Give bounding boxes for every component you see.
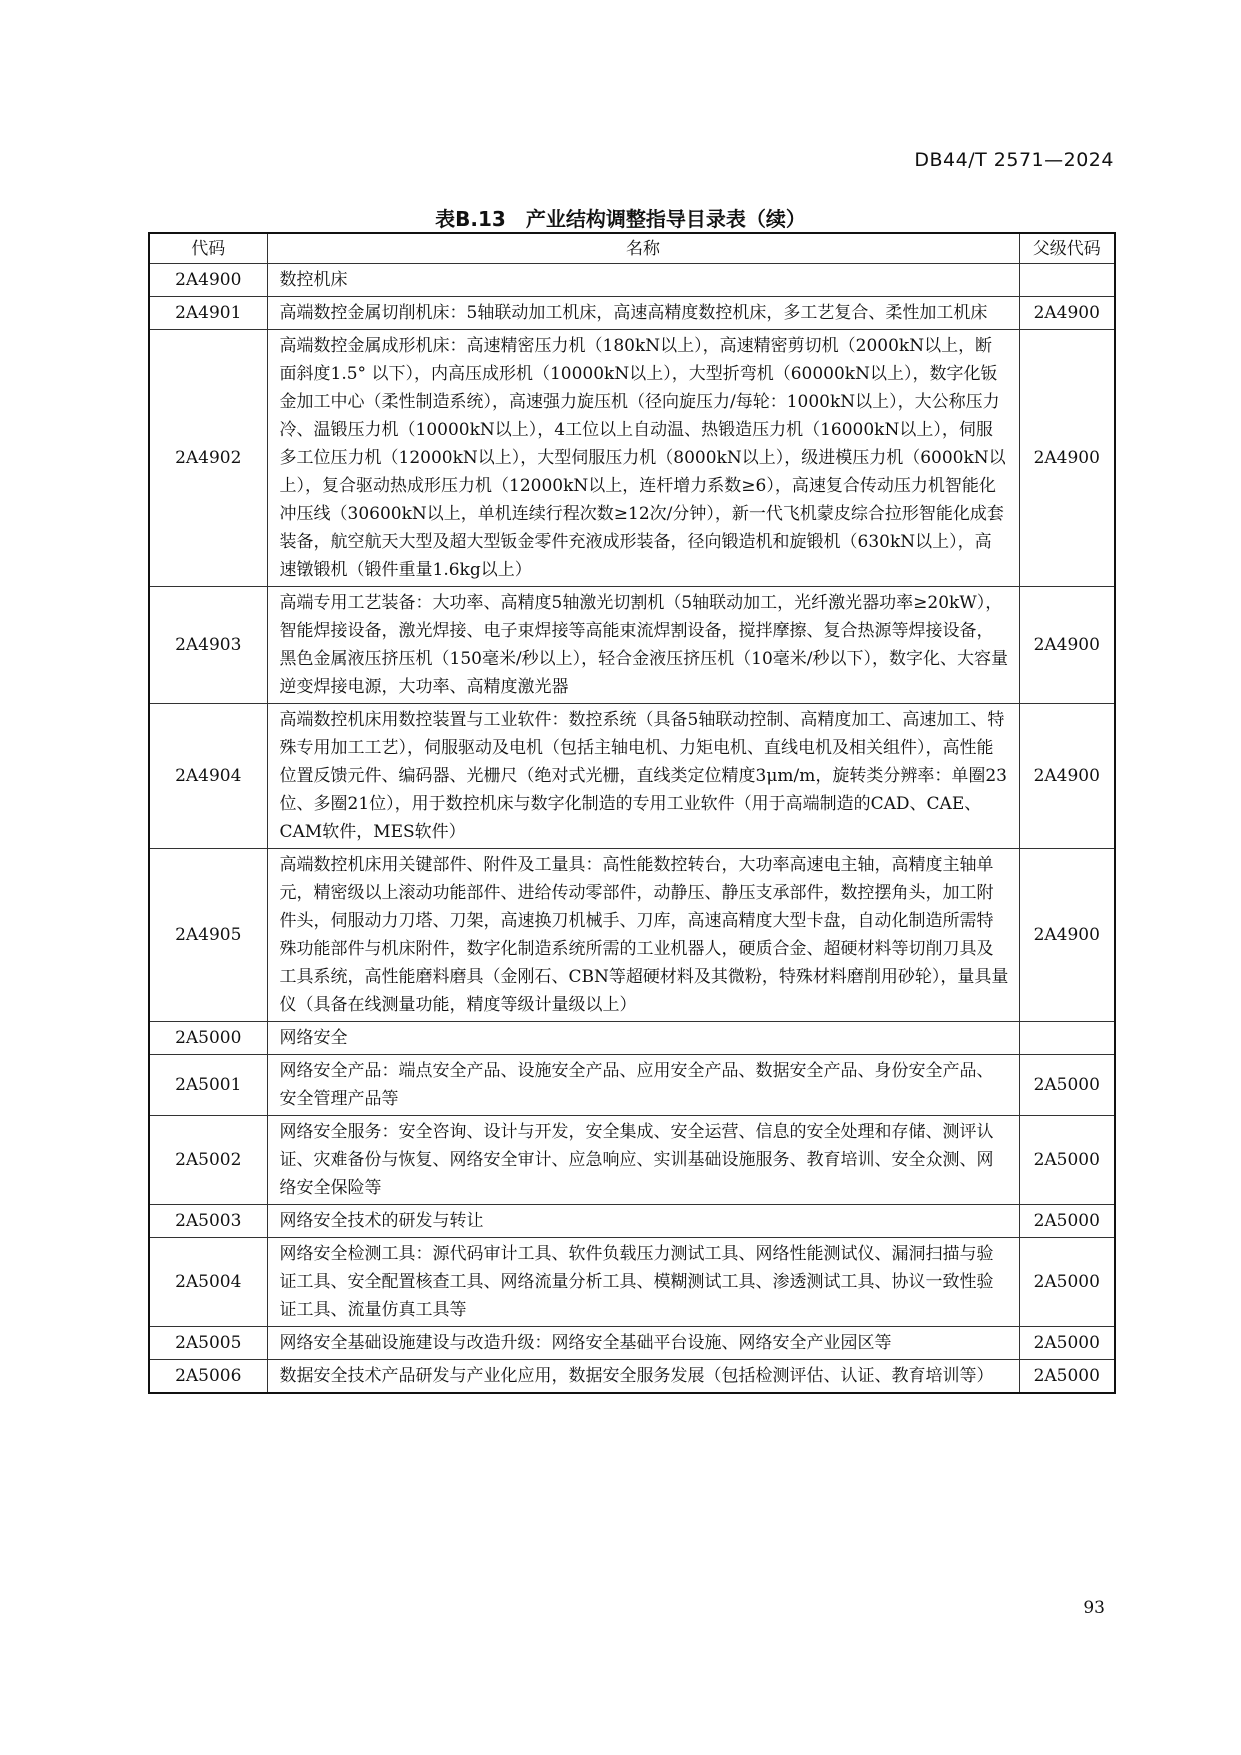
catalog-table [148,232,1116,1394]
row-parent-code: 2A5000 [1019,1055,1115,1116]
table-row [149,849,1115,1022]
table-row [149,1022,1115,1055]
row-parent-code: 2A5000 [1019,1205,1115,1238]
row-code: 2A5000 [149,1022,267,1055]
row-parent-code: 2A5000 [1019,1116,1115,1205]
row-parent-code: 2A5000 [1019,1238,1115,1327]
table-row [149,1327,1115,1360]
table-row [149,1116,1115,1205]
row-code: 2A4902 [149,330,267,587]
column-header-code: 代码 [149,233,267,264]
row-code: 2A4901 [149,297,267,330]
row-name: 网络安全 [267,1022,1019,1055]
document-code: DB44/T 2571—2024 [914,149,1114,171]
row-name: 网络安全服务：安全咨询、设计与开发，安全集成、安全运营、信息的安全处理和存储、测评认证、灾难备份与恢复、网络安全审计、应急响应、实训基础设施服务、教育培训、安全众测、网络安全保险等 [267,1116,1019,1205]
row-code: 2A5005 [149,1327,267,1360]
row-name: 高端数控机床用关键部件、附件及工量具：高性能数控转台，大功率高速电主轴，高精度主轴单元，精密级以上滚动功能部件、进给传动零部件，动静压、静压支承部件，数控摆角头，加工附件头，伺服动力刀塔、刀架，高速换刀机械手、刀库，高速高精度大型卡盘，自动化制造所需特殊功能部件与机床附件，数字化制造系统所需的工业机器人，硬质合金、超硬材料等切削刀具及工具系统，高性能磨料磨具（金刚石、CBN等超硬材料及其微粉，特殊材料磨削用砂轮），量具量仪（具备在线测量功能，精度等级计量级以上） [267,849,1019,1022]
row-parent-code: 2A4900 [1019,849,1115,1022]
table-title: 表B.13 产业结构调整指导目录表（续） [435,207,806,231]
row-code: 2A4904 [149,704,267,849]
row-code: 2A4900 [149,264,267,297]
row-name: 网络安全技术的研发与转让 [267,1205,1019,1238]
row-name: 高端数控机床用数控装置与工业软件：数控系统（具备5轴联动控制、高精度加工、高速加工、特殊专用加工工艺），伺服驱动及电机（包括主轴电机、力矩电机、直线电机及相关组件），高性能位置反馈元件、编码器、光栅尺（绝对式光栅，直线类定位精度3μm/m，旋转类分辨率：单圈23位、多圈21位），用于数控机床与数字化制造的专用工业软件（用于高端制造的CAD、CAE、CAM软件，MES软件） [267,704,1019,849]
row-code: 2A4903 [149,587,267,704]
row-parent-code: 2A5000 [1019,1360,1115,1394]
row-code: 2A5004 [149,1238,267,1327]
column-header-parent-code: 父级代码 [1019,233,1115,264]
table-header-row [149,233,1115,264]
page-number: 93 [1083,1598,1105,1618]
row-parent-code: 2A5000 [1019,1327,1115,1360]
row-code: 2A5006 [149,1360,267,1394]
table-row [149,587,1115,704]
row-code: 2A5001 [149,1055,267,1116]
row-name: 网络安全检测工具：源代码审计工具、软件负载压力测试工具、网络性能测试仪、漏洞扫描与验证工具、安全配置核查工具、网络流量分析工具、模糊测试工具、渗透测试工具、协议一致性验证工具、流量仿真工具等 [267,1238,1019,1327]
row-parent-code: 2A4900 [1019,297,1115,330]
table-row [149,297,1115,330]
row-name: 高端数控金属切削机床：5轴联动加工机床，高速高精度数控机床，多工艺复合、柔性加工机床 [267,297,1019,330]
row-name: 高端专用工艺装备：大功率、高精度5轴激光切割机（5轴联动加工，光纤激光器功率≥20kW），智能焊接设备，激光焊接、电子束焊接等高能束流焊割设备，搅拌摩擦、复合热源等焊接设备，黑色金属液压挤压机（150毫米/秒以上），轻合金液压挤压机（10毫米/秒以下），数字化、大容量逆变焊接电源，大功率、高精度激光器 [267,587,1019,704]
row-name: 高端数控金属成形机床：高速精密压力机（180kN以上），高速精密剪切机（2000kN以上，断面斜度1.5° 以下），内高压成形机（10000kN以上），大型折弯机（60000kN以上），数字化钣金加工中心（柔性制造系统），高速强力旋压机（径向旋压力/每轮：1000kN以上），大公称压力冷、温锻压力机（10000kN以上），4工位以上自动温、热锻造压力机（16000kN以上），伺服多工位压力机（12000kN以上），大型伺服压力机（8000kN以上），级进模压力机（6000kN以上），复合驱动热成形压力机（12000kN以上，连杆增力系数≥6），高速复合传动压力机智能化冲压线（30600kN以上，单机连续行程次数≥12次/分钟），新一代飞机蒙皮综合拉形智能化成套装备，航空航天大型及超大型钣金零件充液成形装备，径向锻造机和旋锻机（630kN以上），高速镦锻机（锻件重量1.6kg以上） [267,330,1019,587]
table-row [149,1238,1115,1327]
table-row [149,1055,1115,1116]
row-parent-code [1019,264,1115,297]
row-code: 2A5002 [149,1116,267,1205]
row-parent-code: 2A4900 [1019,704,1115,849]
row-parent-code: 2A4900 [1019,330,1115,587]
row-code: 2A5003 [149,1205,267,1238]
column-header-name: 名称 [267,233,1019,264]
row-parent-code: 2A4900 [1019,587,1115,704]
row-name: 网络安全产品：端点安全产品、设施安全产品、应用安全产品、数据安全产品、身份安全产品、安全管理产品等 [267,1055,1019,1116]
table-row [149,1360,1115,1394]
table-row [149,264,1115,297]
table-row [149,1205,1115,1238]
table-row [149,704,1115,849]
row-name: 数控机床 [267,264,1019,297]
row-code: 2A4905 [149,849,267,1022]
table-row [149,330,1115,587]
row-name: 网络安全基础设施建设与改造升级：网络安全基础平台设施、网络安全产业园区等 [267,1327,1019,1360]
row-parent-code [1019,1022,1115,1055]
row-name: 数据安全技术产品研发与产业化应用，数据安全服务发展（包括检测评估、认证、教育培训等） [267,1360,1019,1394]
